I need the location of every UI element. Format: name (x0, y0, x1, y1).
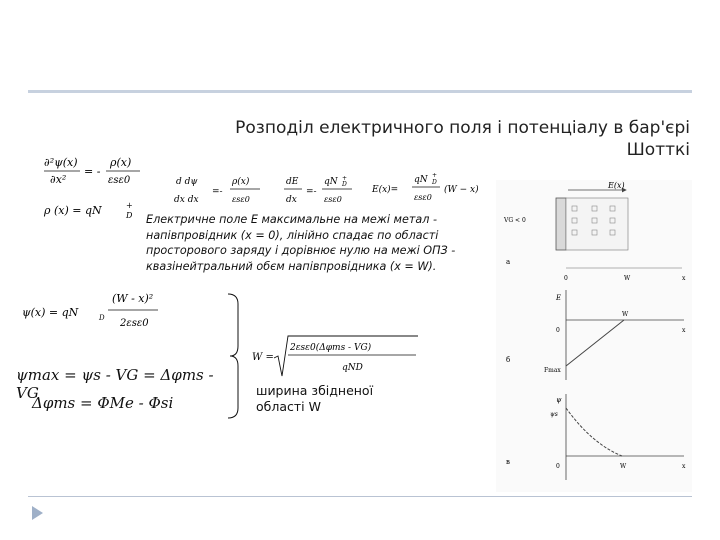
panel-b-axis-x: x (682, 327, 686, 334)
width-equation (250, 332, 420, 382)
panel-a-w: W (624, 275, 631, 282)
fs-num: qN (414, 175, 428, 185)
panel-a-axis: x (682, 275, 686, 282)
panel-b-w: W (622, 311, 629, 318)
fg-num: dE (286, 177, 299, 187)
panel-c-w: W (620, 463, 627, 470)
panel-c-axis-x: x (682, 463, 686, 470)
charge-text: ρ (x) = qN (44, 204, 102, 217)
panel-a-label: а (506, 258, 511, 266)
w-lhs: W = (252, 352, 274, 363)
fg-rhs-num: qN (324, 177, 338, 187)
panel-b-axis-y: E (556, 294, 562, 302)
panel-a-vg: VG < 0 (504, 217, 526, 224)
charge-sub: D (126, 211, 133, 220)
fs-den: εsε0 (414, 193, 432, 202)
panel-c-label: в (506, 458, 510, 466)
charge-density (42, 200, 142, 222)
potential-equation-svg (20, 288, 160, 338)
field-gradient-svg (280, 170, 360, 210)
fs-sub: D (432, 179, 437, 186)
next-slide-arrow-icon[interactable] (32, 506, 43, 520)
poisson-rhs-den: εsε0 (108, 175, 131, 186)
width-label: ширина збідненої області W (256, 383, 374, 414)
panel-a-zero: 0 (564, 275, 568, 282)
schottky-figure (496, 180, 692, 492)
fs-sup: + (432, 172, 438, 179)
panel-b-label: б (506, 356, 511, 364)
fd-eq: =- (212, 187, 223, 197)
psi-max-equation: ψmax = ψs - VG = Δφms - VG (16, 366, 214, 402)
poisson-equation (42, 152, 142, 198)
poisson-equation-svg (42, 152, 142, 198)
w-den: qND (342, 363, 363, 373)
width-equation-svg (250, 332, 420, 382)
field-derivative-svg (172, 170, 262, 210)
slide-title: Розподіл електричного поля і потенціалу в бар'єрі Шотткі (235, 118, 690, 160)
pot-lhs: ψ(x) = qN (22, 306, 79, 319)
panel-a-field-label: E(x) (608, 181, 625, 190)
panel-c-axis-y: ψ (556, 396, 562, 404)
pot-den: 2εsε0 (120, 318, 149, 329)
fd-num: d dψ (176, 177, 198, 187)
fs-rhs: (W − x) (444, 185, 479, 195)
field-solution-svg (370, 168, 490, 210)
schottky-figure-svg (496, 180, 692, 492)
top-divider (28, 90, 692, 93)
field-description: Електричне поле E максимальне на межі метал - напівпровідник (x = 0), лінійно спадає по області просторового заряду і дорівнює нулю на межі ОПЗ - квазінейтральний обєм напівпровідника (x = W). (146, 213, 456, 273)
fg-sub: D (342, 181, 347, 188)
poisson-lhs-num: ∂²ψ(x) (44, 156, 78, 169)
charge-sup: + (126, 201, 133, 210)
panel-b-zero: 0 (556, 327, 560, 334)
fd-rhs-num: ρ(x) (232, 177, 250, 187)
potential-equation (20, 288, 160, 338)
fd-den: dx dx (174, 195, 199, 205)
pot-sub: D (99, 314, 105, 322)
charge-density-svg (42, 200, 142, 222)
poisson-rhs-num: ρ(x) (110, 156, 132, 169)
fg-sup: + (342, 175, 348, 182)
fd-rhs-den: εsε0 (232, 195, 250, 204)
poisson-lhs-den: ∂x² (50, 173, 67, 186)
delta-phi-equation: Δφms = ΦMe - Φsi (32, 394, 174, 412)
brace (226, 292, 242, 420)
fg-den: dx (286, 195, 297, 205)
panel-c-psi-s: ψs (550, 411, 558, 418)
w-num: 2εsε0(Δφms - VG) (290, 343, 372, 353)
field-solution-equation (370, 168, 490, 210)
field-derivative-equation (172, 170, 262, 210)
panel-b-emax: Fmax (544, 367, 561, 374)
panel-c-zero: 0 (556, 463, 560, 470)
bottom-divider (28, 496, 692, 497)
pot-num: (W - x)² (112, 292, 154, 305)
field-gradient-equation (280, 170, 360, 210)
fg-rhs-den: εsε0 (324, 195, 342, 204)
fg-eq: =- (306, 187, 317, 197)
poisson-eq: = - (84, 165, 101, 178)
fs-lhs: E(x)= (372, 185, 399, 195)
